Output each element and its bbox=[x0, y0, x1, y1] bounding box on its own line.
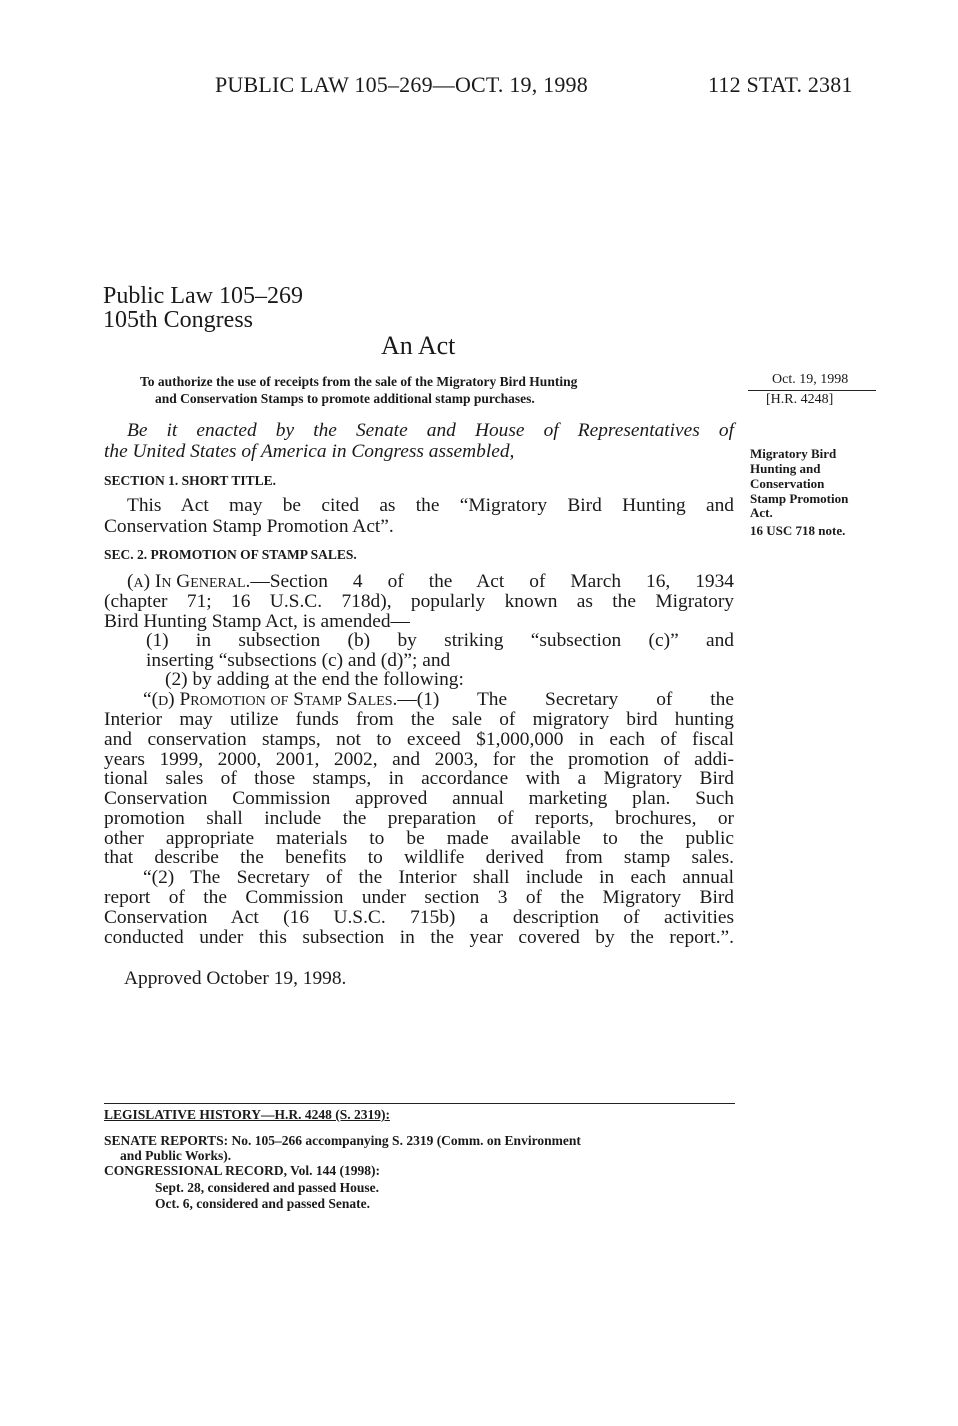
running-header-page: 112 STAT. 2381 bbox=[708, 72, 853, 97]
an-act-heading: An Act bbox=[381, 331, 456, 360]
subsection-a-label: (a) In General. bbox=[127, 571, 251, 592]
paragraph-1-line-2: inserting “subsections (c) and (d)”; and bbox=[146, 650, 451, 671]
subsection-a-line-3: Bird Hunting Stamp Act, is amended— bbox=[104, 611, 410, 632]
section-1-text-line-2: Conservation Stamp Promotion Act”. bbox=[104, 516, 394, 537]
senate-reports-line-1: SENATE REPORTS: No. 105–266 accompanying S. 2319 (Comm. on Environment bbox=[104, 1133, 581, 1148]
purpose-line-2: and Conservation Stamps to promote additional stamp purchases. bbox=[155, 391, 535, 406]
subsection-d-line-6: Conservation Commission approved annual marketing plan. Such bbox=[104, 788, 734, 809]
section-1-text-line-1: This Act may be cited as the “Migratory Bird Hunting and bbox=[127, 495, 734, 516]
public-law-number: Public Law 105–269 bbox=[103, 283, 303, 309]
margin-bill-number: [H.R. 4248] bbox=[766, 392, 834, 407]
congressional-record: CONGRESSIONAL RECORD, Vol. 144 (1998): bbox=[104, 1163, 381, 1178]
subsection-d2-line-4: conducted under this subsection in the year covered by the report.”. bbox=[104, 927, 734, 948]
margin-short-title-5: Act. bbox=[750, 505, 773, 520]
margin-short-title-2: Hunting and bbox=[750, 461, 821, 476]
subsection-d-line-8: other appropriate materials to be made available to the public bbox=[104, 828, 734, 849]
subsection-d-line-3: and conservation stamps, not to exceed $1,000,000 in each of fiscal bbox=[104, 729, 734, 750]
senate-reports-line-2: and Public Works). bbox=[120, 1148, 232, 1163]
subsection-d-line-2: Interior may utilize funds from the sale of migratory bird hunting bbox=[104, 709, 734, 730]
subsection-a-line-1 bbox=[127, 572, 734, 593]
subsection-d2-line-1: “(2) The Secretary of the Interior shall include in each annual bbox=[143, 867, 734, 888]
subsection-a-line-1-text: —Section 4 of the Act of March 16, 1934 bbox=[250, 571, 734, 592]
legislative-history-heading: LEGISLATIVE HISTORY—H.R. 4248 (S. 2319): bbox=[104, 1107, 390, 1122]
subsection-d-line-5: tional sales of those stamps, in accordance with a Migratory Bird bbox=[104, 768, 734, 789]
subsection-d-line-1 bbox=[143, 690, 734, 711]
subsection-d2-line-3: Conservation Act (16 U.S.C. 715b) a description of activities bbox=[104, 907, 734, 928]
paragraph-1-line-1: (1) in subsection (b) by striking “subsection (c)” and bbox=[146, 630, 734, 651]
subsection-d-line-7: promotion shall include the preparation of reports, brochures, or bbox=[104, 808, 734, 829]
subsection-d2-line-2: report of the Commission under section 3 of the Migratory Bird bbox=[104, 887, 734, 908]
margin-date: Oct. 19, 1998 bbox=[772, 372, 849, 387]
running-header-left: PUBLIC LAW 105–269—OCT. 19, 1998 bbox=[215, 72, 588, 97]
record-entry-senate: Oct. 6, considered and passed Senate. bbox=[155, 1196, 371, 1211]
subsection-d-line-4: years 1999, 2000, 2001, 2002, and 2003, for the promotion of addi- bbox=[104, 749, 734, 770]
margin-short-title-4: Stamp Promotion bbox=[750, 491, 849, 506]
enacting-clause-line-2: the United States of America in Congress assembled, bbox=[104, 441, 515, 462]
subsection-d-line-1-text: —(1) The Secretary of the bbox=[397, 689, 734, 710]
subsection-d-label: “(d) Promotion of Stamp Sales. bbox=[143, 689, 398, 710]
margin-date-rule bbox=[748, 390, 876, 391]
subsection-a-line-2: (chapter 71; 16 U.S.C. 718d), popularly known as the Migratory bbox=[104, 591, 734, 612]
congress-number: 105th Congress bbox=[103, 307, 253, 333]
subsection-d-line-9: that describe the benefits to wildlife derived from stamp sales. bbox=[104, 847, 734, 868]
record-entry-house: Sept. 28, considered and passed House. bbox=[155, 1180, 380, 1195]
margin-short-title-3: Conservation bbox=[750, 476, 825, 491]
section-1-heading: SECTION 1. SHORT TITLE. bbox=[104, 473, 276, 488]
section-2-heading: SEC. 2. PROMOTION OF STAMP SALES. bbox=[104, 547, 357, 562]
approved-date: Approved October 19, 1998. bbox=[124, 968, 347, 989]
purpose-line-1: To authorize the use of receipts from the sale of the Migratory Bird Hunting bbox=[140, 374, 578, 389]
margin-usc-citation: 16 USC 718 note. bbox=[750, 523, 846, 538]
paragraph-2: (2) by adding at the end the following: bbox=[165, 669, 464, 690]
margin-short-title-1: Migratory Bird bbox=[750, 446, 837, 461]
enacting-clause-line-1: Be it enacted by the Senate and House of Representatives of bbox=[127, 420, 734, 441]
legislative-history-rule bbox=[104, 1103, 735, 1104]
